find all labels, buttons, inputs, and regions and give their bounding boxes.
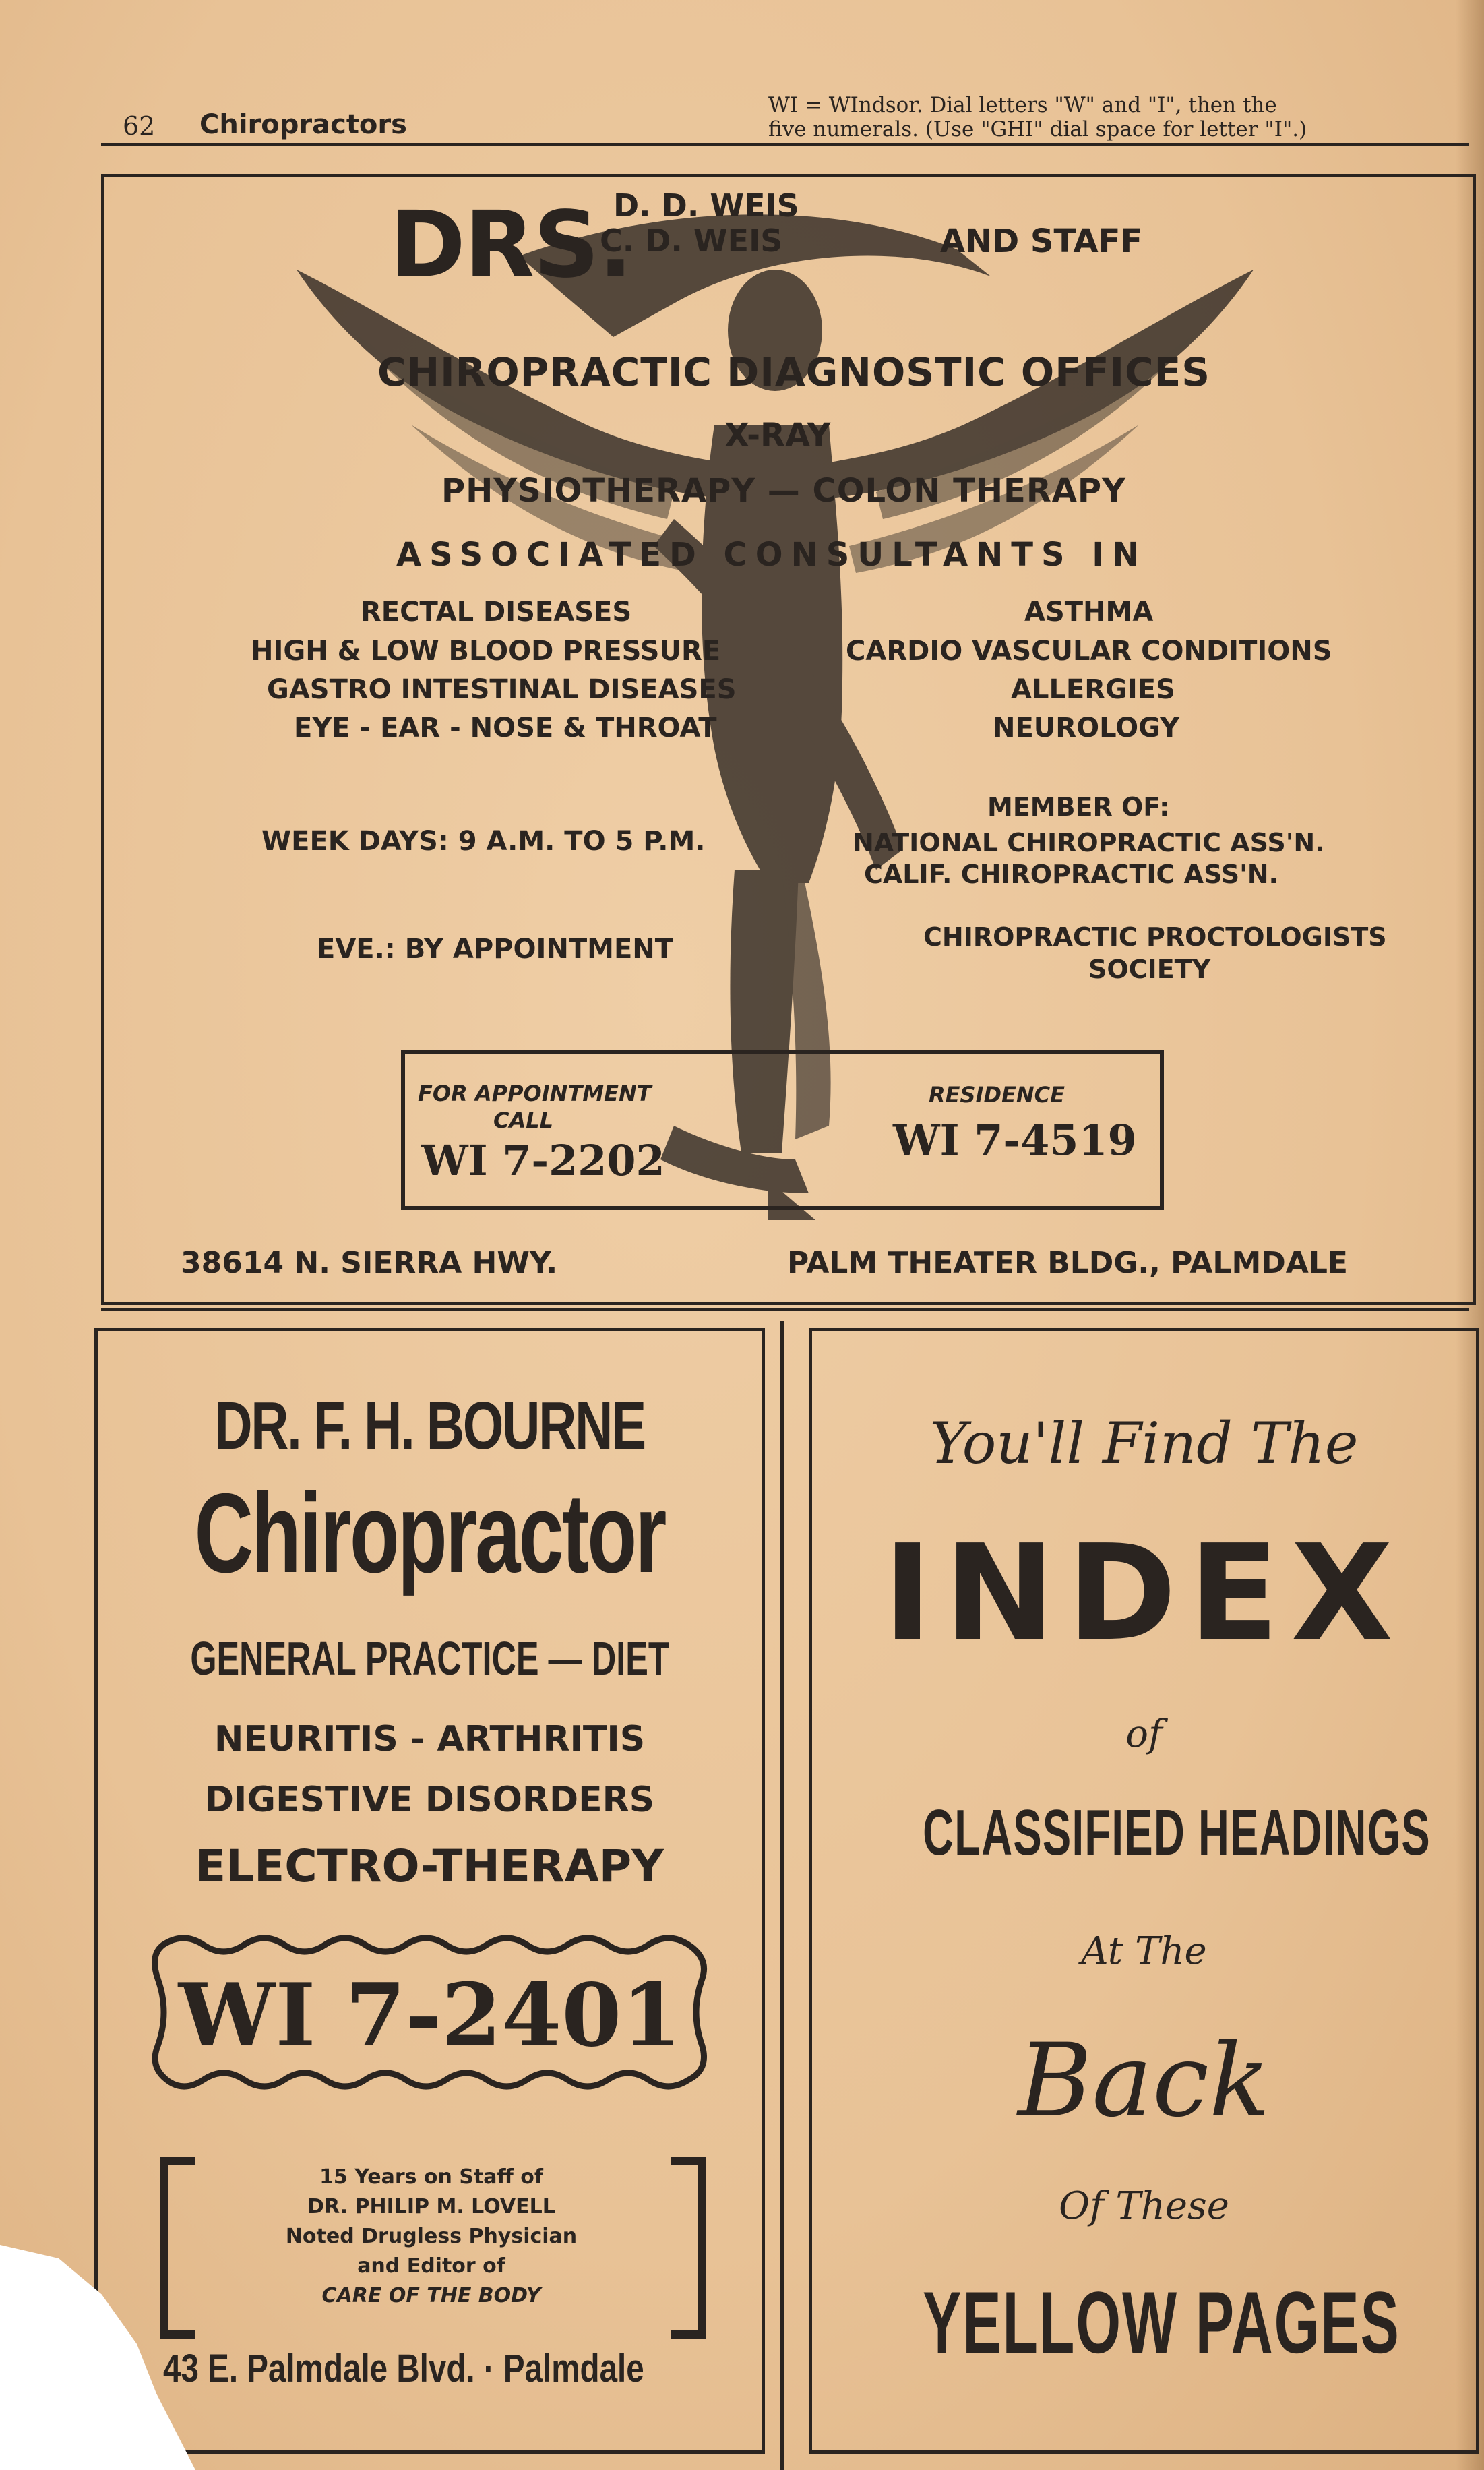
credential-line: and Editor of xyxy=(357,2254,505,2278)
index-line: At The xyxy=(1081,1929,1207,1973)
doctor-name: C. D. WEIS xyxy=(600,222,783,259)
appointment-label: CALL xyxy=(493,1108,554,1133)
therapies-line: PHYSIOTHERAPY — COLON THERAPY xyxy=(441,472,1126,510)
membership: CALIF. CHIROPRACTIC ASS'N. xyxy=(864,860,1278,889)
right-bracket xyxy=(671,2157,706,2339)
credential-line: CARE OF THE BODY xyxy=(321,2284,541,2308)
member-of-label: MEMBER OF: xyxy=(987,792,1170,822)
yellow-pages: YELLOW PAGES xyxy=(923,2273,1400,2372)
classified-headings: CLASSIFIED HEADINGS xyxy=(923,1797,1431,1869)
residence-label: RESIDENCE xyxy=(929,1082,1065,1108)
bourne-phone: WI 7-2401 xyxy=(178,1965,682,2066)
evening-hours: EVE.: BY APPOINTMENT xyxy=(317,934,674,965)
appointment-phone: WI 7-2202 xyxy=(421,1136,665,1185)
condition-left: EYE - EAR - NOSE & THROAT xyxy=(294,713,717,744)
credential-line: DR. PHILIP M. LOVELL xyxy=(307,2195,555,2219)
drs-heading: DRS. xyxy=(390,192,632,299)
dial-note xyxy=(768,93,1409,142)
condition-right: CARDIO VASCULAR CONDITIONS xyxy=(846,636,1332,667)
credential-line: Noted Drugless Physician xyxy=(285,2225,578,2248)
doctor-name: DR. F. H. BOURNE xyxy=(214,1388,645,1464)
consultants-heading: ASSOCIATED CONSULTANTS IN xyxy=(396,536,1148,574)
society-line: SOCIETY xyxy=(1088,955,1211,984)
specialty-line: NEURITIS - ARTHRITIS xyxy=(214,1719,646,1759)
doctor-name: D. D. WEIS xyxy=(613,187,799,224)
condition-right: ASTHMA xyxy=(1024,597,1154,628)
header-rule xyxy=(101,143,1469,146)
credential-line: 15 Years on Staff of xyxy=(319,2165,543,2189)
column-divider xyxy=(780,1321,784,2470)
practice-line: GENERAL PRACTICE — DIET xyxy=(190,1632,669,1685)
section-divider xyxy=(101,1308,1469,1311)
condition-left: RECTAL DISEASES xyxy=(361,597,632,628)
section-title: Chiropractors xyxy=(199,109,407,140)
week-hours: WEEK DAYS: 9 A.M. TO 5 P.M. xyxy=(261,826,706,857)
condition-left: GASTRO INTESTINAL DISEASES xyxy=(267,674,737,705)
page-number: 62 xyxy=(123,111,156,141)
society-line: CHIROPRACTIC PROCTOLOGISTS xyxy=(923,922,1387,952)
specialty-line: DIGESTIVE DISORDERS xyxy=(204,1780,655,1820)
left-bracket xyxy=(160,2157,195,2339)
address-left: 38614 N. SIERRA HWY. xyxy=(181,1246,558,1280)
condition-right: NEUROLOGY xyxy=(993,713,1180,744)
bourne-address: 43 E. Palmdale Blvd. · Palmdale xyxy=(163,2347,644,2390)
address-right: PALM THEATER BLDG., PALMDALE xyxy=(787,1246,1348,1280)
index-line: You'll Find The xyxy=(929,1410,1359,1476)
condition-right: ALLERGIES xyxy=(1011,674,1175,705)
membership: NATIONAL CHIROPRACTIC ASS'N. xyxy=(853,828,1325,857)
specialty-line: ELECTRO-THERAPY xyxy=(195,1840,664,1892)
index-line: Of These xyxy=(1059,2184,1229,2228)
dial-note-line: WI = WIndsor. Dial letters "W" and "I", then the xyxy=(768,93,1277,117)
profession-title: Chiropractor xyxy=(194,1470,665,1596)
condition-left: HIGH & LOW BLOOD PRESSURE xyxy=(251,636,721,667)
residence-phone: WI 7-4519 xyxy=(893,1116,1137,1165)
index-heading: INDEX xyxy=(883,1517,1405,1670)
index-line: of xyxy=(1125,1712,1163,1756)
and-staff: AND STAFF xyxy=(940,222,1143,260)
dial-note-line: five numerals. (Use "GHI" dial space for letter "I".) xyxy=(768,117,1307,142)
appointment-label: FOR APPOINTMENT xyxy=(418,1081,652,1106)
offices-heading: CHIROPRACTIC DIAGNOSTIC OFFICES xyxy=(377,349,1211,395)
back-word: Back xyxy=(1018,2022,1270,2140)
staff-credentials xyxy=(195,2163,667,2311)
xray-label: X-RAY xyxy=(724,417,831,454)
